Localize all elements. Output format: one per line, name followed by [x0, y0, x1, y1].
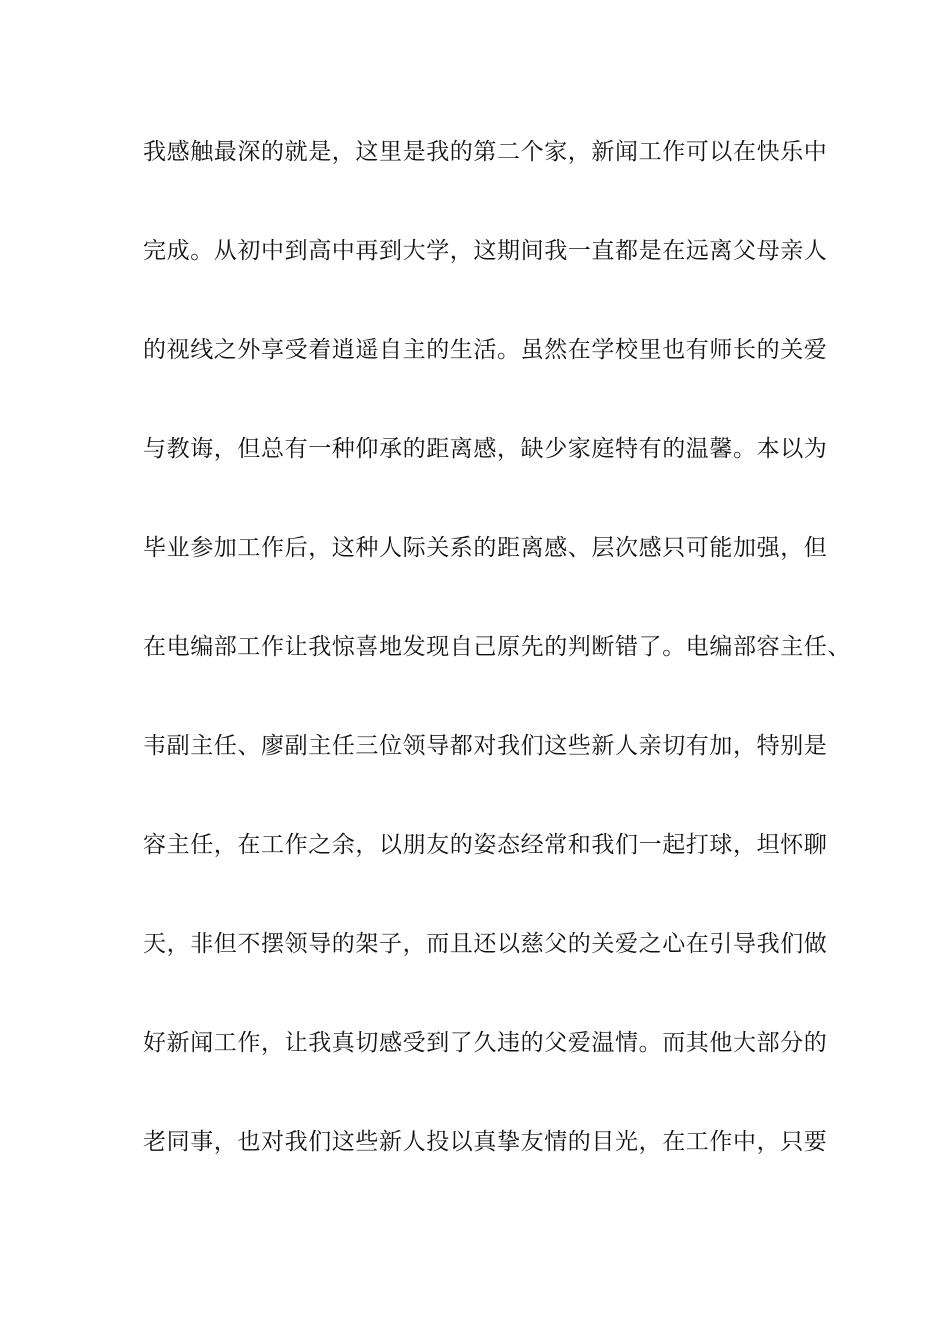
text-line: 的视线之外享受着逍遥自主的生活。虽然在学校里也有师长的关爱: [143, 337, 828, 363]
text-line: 容主任，在工作之余，以朋友的姿态经常和我们一起打球，坦怀聊: [143, 832, 828, 858]
text-line: 在电编部工作让我惊喜地发现自己原先的判断错了。电编部容主任、: [143, 634, 851, 660]
text-line: 老同事，也对我们这些新人投以真挚友情的目光，在工作中，只要: [143, 1129, 828, 1155]
text-line: 好新闻工作，让我真切感受到了久违的父爱温情。而其他大部分的: [143, 1030, 828, 1056]
body-text: [143, 134, 851, 1223]
text-line: 天，非但不摆领导的架子，而且还以慈父的关爱之心在引导我们做: [143, 931, 828, 957]
text-line: 完成。从初中到高中再到大学，这期间我一直都是在远离父母亲人: [143, 238, 828, 264]
text-line: 毕业参加工作后，这种人际关系的距离感、层次感只可能加强，但: [143, 535, 828, 561]
text-line: 我感触最深的就是，这里是我的第二个家，新闻工作可以在快乐中: [143, 139, 828, 165]
text-line: 与教诲，但总有一种仰承的距离感，缺少家庭特有的温馨。本以为: [143, 436, 828, 462]
text-line: 韦副主任、廖副主任三位领导都对我们这些新人亲切有加，特别是: [143, 733, 828, 759]
